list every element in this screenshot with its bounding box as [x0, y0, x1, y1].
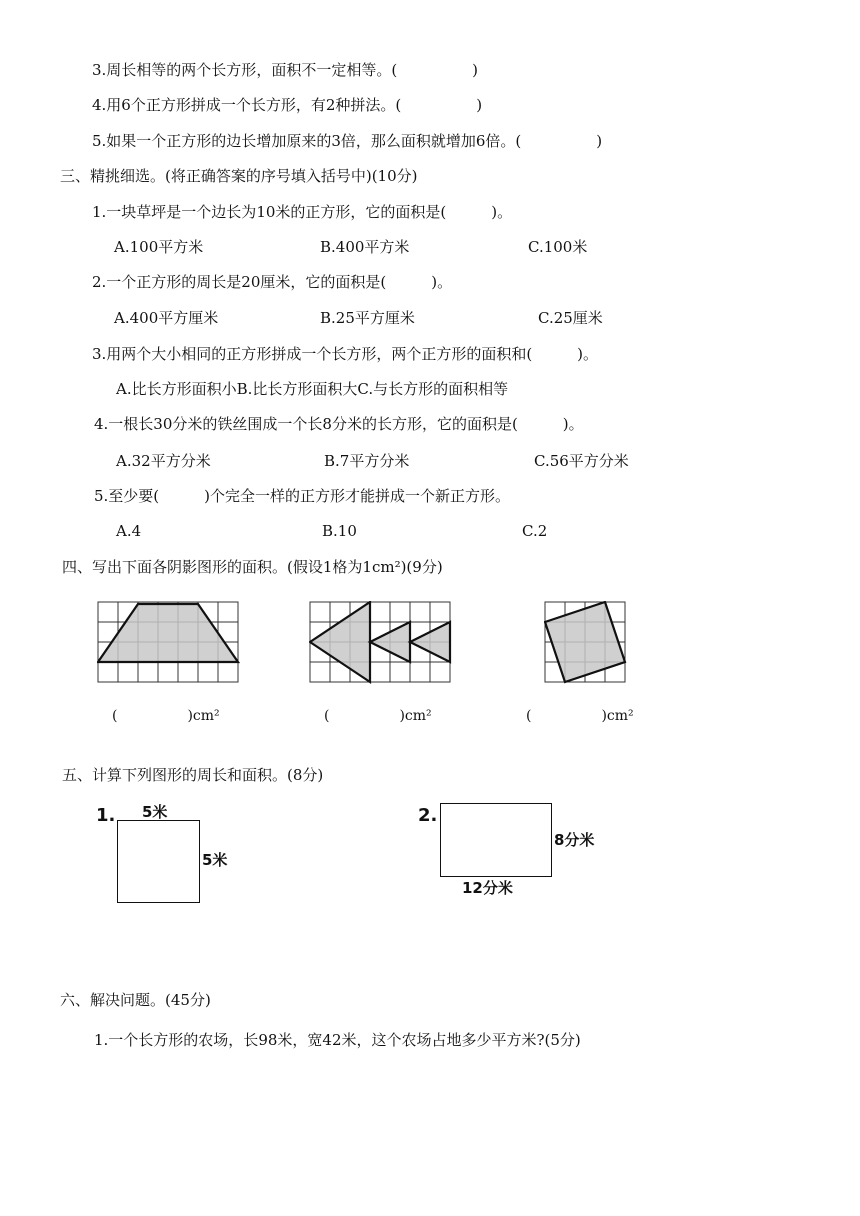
s3-q5-option-b: B.10: [322, 522, 357, 540]
answer-blank-2[interactable]: ( )cm²: [324, 708, 432, 724]
s3-q1-option-c: C.100米: [528, 238, 588, 256]
s3-q3-options: A.比长方形面积小B.比长方形面积大C.与长方形的面积相等: [116, 380, 509, 398]
s3-q1-option-b: B.400平方米: [320, 238, 410, 256]
s3-q4-option-a: A.32平方分米: [116, 452, 211, 470]
grid-figure-trapezoid: [97, 601, 243, 685]
fig2-number: 2.: [418, 805, 438, 826]
s3-q3: 3.用两个大小相同的正方形拼成一个长方形，两个正方形的面积和( )。: [92, 345, 599, 363]
answer-blank-1[interactable]: ( )cm²: [112, 708, 220, 724]
fig1-top-label: 5米: [142, 803, 168, 821]
shaded-tilted-square: [545, 602, 625, 682]
rectangle-figure: [440, 803, 552, 877]
fig2-side-label: 8分米: [554, 831, 595, 849]
s3-q4: 4.一根长30分米的铁丝围成一个长8分米的长方形，它的面积是( )。: [94, 415, 584, 433]
fig1-number: 1.: [96, 805, 116, 826]
fig1-side-label: 5米: [202, 851, 228, 869]
shaded-triangle-large: [310, 602, 370, 682]
s3-q5: 5.至少要( )个完全一样的正方形才能拼成一个新正方形。: [94, 487, 511, 505]
grid-figure-triangles: [309, 601, 455, 685]
s3-q5-option-a: A.4: [116, 522, 142, 540]
s3-q5-option-c: C.2: [522, 522, 548, 540]
section5-title: 五、计算下列图形的周长和面积。(8分): [62, 766, 324, 784]
s3-q2-option-a: A.400平方厘米: [114, 309, 219, 327]
section4-title: 四、写出下面各阴影图形的面积。(假设1格为1cm²)(9分): [62, 558, 443, 576]
square-figure: [117, 820, 200, 903]
judge-q4: 4.用6个正方形拼成一个长方形，有2种拼法。( ): [92, 96, 483, 114]
s3-q4-option-b: B.7平方分米: [324, 452, 410, 470]
fig2-bottom-label: 12分米: [462, 879, 513, 897]
s3-q2: 2.一个正方形的周长是20厘米，它的面积是( )。: [92, 273, 453, 291]
grid-figure-tilted-square: [544, 601, 630, 685]
section3-title: 三、精挑细选。(将正确答案的序号填入括号中)(10分): [60, 167, 418, 185]
section6-title: 六、解决问题。(45分): [60, 991, 211, 1009]
s3-q2-option-b: B.25平方厘米: [320, 309, 415, 327]
s3-q2-option-c: C.25厘米: [538, 309, 603, 327]
judge-q5: 5.如果一个正方形的边长增加原来的3倍，那么面积就增加6倍。( ): [92, 132, 603, 150]
s3-q1-option-a: A.100平方米: [114, 238, 204, 256]
judge-q3: 3.周长相等的两个长方形，面积不一定相等。( ): [92, 61, 479, 79]
s6-q1: 1.一个长方形的农场，长98米，宽42米，这个农场占地多少平方米?(5分): [94, 1031, 581, 1049]
s3-q4-option-c: C.56平方分米: [534, 452, 629, 470]
shaded-trapezoid: [98, 604, 238, 662]
answer-blank-3[interactable]: ( )cm²: [526, 708, 634, 724]
s3-q1: 1.一块草坪是一个边长为10米的正方形，它的面积是( )。: [92, 203, 513, 221]
